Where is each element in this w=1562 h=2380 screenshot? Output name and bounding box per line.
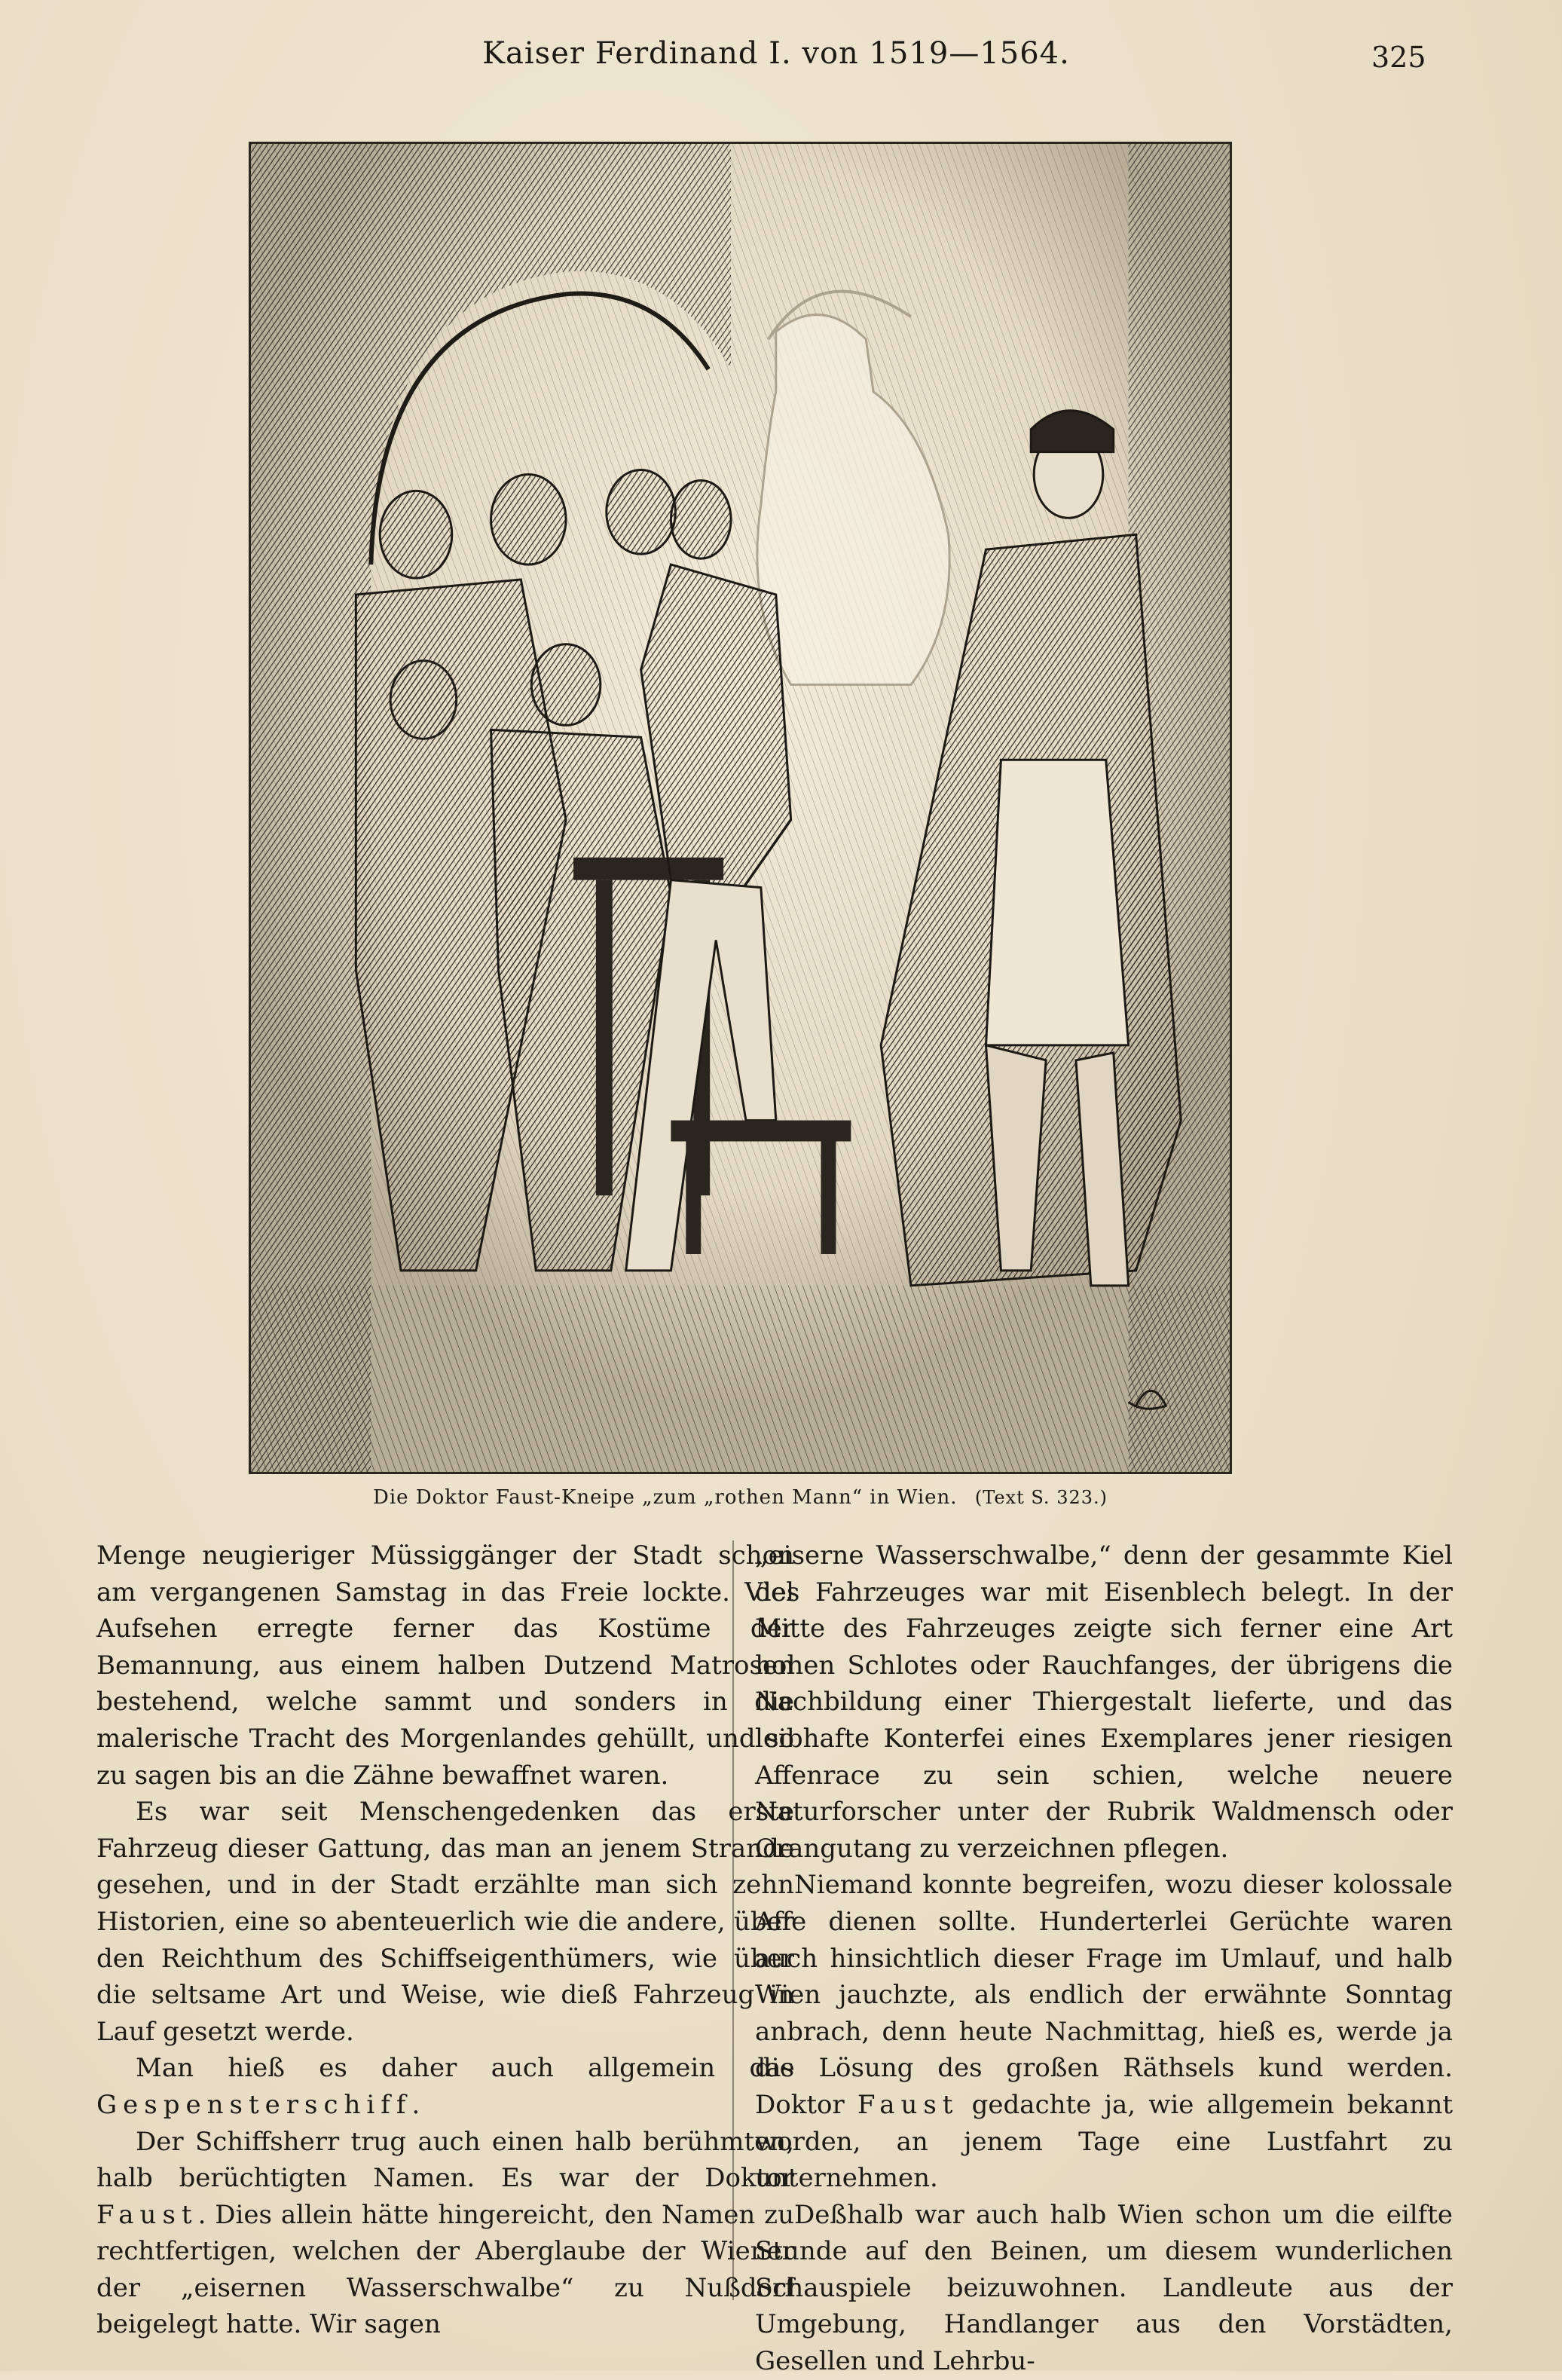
engraving-illustration [249, 142, 1232, 1474]
text-run: Man hieß es daher auch allgemein das [136, 2053, 794, 2084]
running-head: Kaiser Ferdinand I. von 1519—1564. [482, 36, 1070, 71]
text-run: gedachte ja, wie allgemein bekannt worden, an jenem Tage eine Lustfahrt zu unternehmen. [755, 2089, 1453, 2194]
page-number: 325 [1371, 41, 1426, 74]
text-run: Der Schiffsherr trug auch einen halb berühmten, halb berüchtigten Namen. Es war der Doktor [96, 2126, 794, 2194]
figure-caption [249, 1486, 1232, 1509]
tavern-scene-engraving [251, 144, 1230, 1472]
paragraph: Menge neugieriger Müssiggänger der Stadt schon am vergangenen Samstag in das Freie lockte. Viel Aufsehen erregte ferner das Kostüme der Bemannung, aus einem halben Dutzend Matrosen bestehend, welche sammt und sonders in die malerische Tracht des Morgenlandes gehüllt, und so zu sagen bis an die Zähne bewaffnet waren. [96, 1540, 794, 1791]
paragraph: Es war seit Menschengedenken das erste Fahrzeug dieser Gattung, das man an jenem Strande gesehen, und in der Stadt erzählte man sich zehn Historien, eine so abenteuerlich wie die andere, über den Reichthum des Schiffseigenthümers, wie über die seltsame Art und Weise, wie dieß Fahrzeug in Lauf gesetzt werde. [96, 1797, 794, 2047]
text-run: Niemand konnte begreifen, wozu dieser kolossale Affe dienen sollte. Hunderterlei Gerüchte waren auch hinsichtlich dieser Frage im Umlauf, und halb Wien jauchzte, als endlich der erwähnte Sonntag anbrach, denn heute Nachmittag, hieß es, werde ja die Lösung des großen Räthsels kund werden. Doktor [755, 1870, 1453, 2120]
emphasized-name: Faust [857, 2089, 959, 2120]
caption-reference: (Text S. 323.) [974, 1487, 1108, 1508]
right-column [755, 1537, 1453, 2380]
paragraph: Deßhalb war auch halb Wien schon um die eilfte Stunde auf den Beinen, um diesem wunderlichen Schauspiele beizuwohnen. Landleute aus der Umgebung, Handlanger aus den Vorstädten, Gesellen und Lehrbu- [755, 2199, 1453, 2377]
text-run: . Dies allein hätte hingereicht, den Namen zu rechtfertigen, welchen der Aberglaube der Wiener der „eisernen Wasserschwalbe“ zu Nußdorf beigelegt hatte. Wir sagen [96, 2199, 794, 2340]
paragraph [96, 2050, 794, 2123]
caption-text: Die Doktor Faust-Kneipe „zum „rothen Mann“ in Wien. [372, 1486, 958, 1509]
paragraph: „eiserne Wasserschwalbe,“ denn der gesammte Kiel des Fahrzeuges war mit Eisenblech belegt. In der Mitte des Fahrzeuges zeigte sich ferner eine Art hohen Schlotes oder Rauchfanges, der übrigens die Nachbildung einer Thiergestalt lieferte, und das leibhafte Konterfei eines Exemplares jener riesigen Affenrace zu sein schien, welche neuere Naturforscher unter der Rubrik Waldmensch oder Orangutang zu verzeichnen pflegen. [755, 1540, 1453, 1864]
paragraph [96, 2124, 794, 2344]
text-run: . [411, 2089, 420, 2120]
emphasized-name: Faust [96, 2199, 198, 2230]
left-column [96, 1537, 794, 2343]
emphasized-term: Gespensterschiff [96, 2089, 412, 2120]
paragraph [755, 1867, 1453, 2196]
